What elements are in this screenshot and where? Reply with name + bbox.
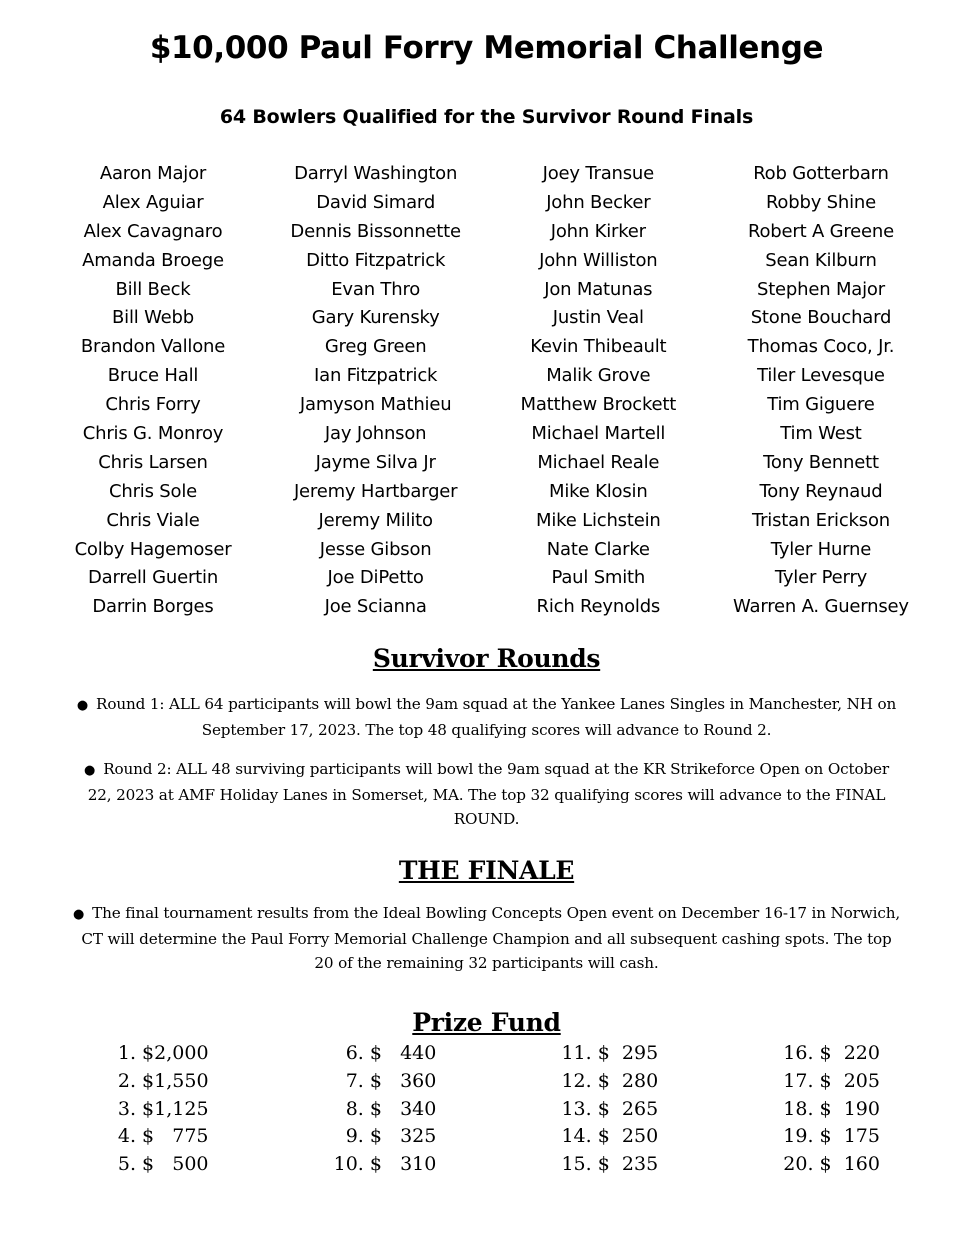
prize-row (100, 1123, 209, 1151)
prize-rank: 19. (783, 1125, 814, 1148)
bowler-name: Rob Gotterbarn (753, 163, 889, 184)
bowler-name: Stone Bouchard (750, 307, 892, 329)
prize-amount: $2,000 (142, 1042, 209, 1064)
bowler-name: Mike Lichstein (536, 509, 661, 531)
prize-row (779, 1123, 879, 1151)
bowler-name: Alex Cavagnaro (83, 220, 223, 242)
prize-row (100, 1096, 209, 1124)
bowler-name: Robby Shine (765, 191, 876, 213)
bowler-column-2 (265, 160, 487, 622)
prize-rank: 1. (117, 1042, 136, 1064)
finale-text-line-1: The final tournament results from the Ideal Bowling Concepts Open event on December 16-17 in Norwich, (92, 904, 901, 922)
prize-amount: $ 360 (369, 1069, 437, 1092)
bowler-name: Jon Matunas (544, 278, 653, 300)
prize-row (558, 1123, 658, 1151)
bowler-name: Evan Thro (331, 278, 421, 300)
bowler-name: Tyler Hurne (770, 538, 872, 560)
prize-column-2 (330, 1040, 437, 1179)
finale-text-line-3: 20 of the remaining 32 participants will cash. (314, 954, 659, 972)
prize-row (330, 1068, 437, 1096)
prize-rank: 17. (783, 1069, 814, 1092)
bowler-name: Justin Veal (552, 307, 644, 329)
prize-fund-table (100, 1040, 880, 1179)
prize-row (100, 1151, 209, 1179)
bowler-column-1 (42, 160, 264, 622)
prize-rank: 12. (561, 1069, 592, 1092)
bowler-name: Ian Fitzpatrick (314, 365, 438, 387)
bowler-name: Colby Hagemoser (74, 538, 232, 560)
bowler-name: Chris Forry (105, 394, 201, 416)
prize-rank: 16. (783, 1042, 814, 1064)
bowler-name: Nate Clarke (546, 538, 650, 560)
prize-amount: $1,550 (142, 1069, 209, 1092)
prize-rank: 3. (117, 1097, 136, 1120)
bowler-names-grid (42, 160, 932, 622)
bullet-icon: ● (76, 698, 89, 713)
bowler-name: Matthew Brockett (520, 394, 677, 416)
round-2-text-line-2: 22, 2023 at AMF Holiday Lanes in Somerset, MA. The top 32 qualifying scores will advance to the FINAL (87, 786, 886, 804)
prize-row (330, 1123, 437, 1151)
prize-rank: 14. (561, 1125, 592, 1148)
bowler-name: Tiler Levesque (757, 365, 885, 387)
round-2-text-line-1: Round 2: ALL 48 surviving participants will bowl the 9am squad at the KR Strikeforce Open on October (103, 760, 889, 778)
prize-rank: 13. (561, 1097, 592, 1120)
bowler-name: Robert A Greene (747, 220, 894, 242)
bowler-name: Aaron Major (99, 163, 207, 184)
prize-row (558, 1096, 658, 1124)
bowler-name: Chris G. Monroy (82, 423, 224, 445)
prize-rank: 8. (345, 1097, 364, 1120)
qualifiers-subtitle: 64 Bowlers Qualified for the Survivor Round Finals (219, 106, 754, 128)
bowler-column-3 (487, 160, 709, 622)
prize-rank: 20. (783, 1153, 814, 1176)
prize-row (779, 1068, 879, 1096)
round-1-text-line-1: Round 1: ALL 64 participants will bowl the 9am squad at the Yankee Lanes Singles in Manchester, NH on (96, 695, 897, 713)
prize-row (779, 1151, 879, 1179)
bowler-name: Tony Reynaud (759, 480, 883, 502)
bowler-name: Michael Martell (531, 423, 666, 445)
bowler-name: Bill Webb (112, 307, 194, 329)
bowler-name: Darrin Borges (92, 596, 214, 618)
finale-bullet (40, 901, 933, 975)
bowler-name: Sean Kilburn (765, 249, 877, 271)
bowler-name: Jay Johnson (324, 423, 427, 445)
prize-amount: $ 295 (597, 1042, 659, 1064)
bowler-name: Chris Sole (109, 480, 197, 502)
prize-amount: $ 500 (142, 1153, 209, 1176)
prize-rank: 18. (783, 1097, 814, 1120)
round-1-bullet (40, 692, 933, 742)
bowler-name: Bruce Hall (107, 365, 199, 387)
round-2-bullet (40, 757, 933, 831)
bowler-name: Warren A. Guernsey (733, 596, 909, 618)
bowler-name: Jeremy Hartbarger (293, 480, 458, 502)
bowler-name: Jayme Silva Jr (315, 451, 436, 473)
prize-rank: 7. (345, 1069, 364, 1092)
prize-amount: $ 235 (597, 1153, 659, 1176)
prize-row (330, 1096, 437, 1124)
prize-row (558, 1040, 658, 1068)
bowler-name: Jamyson Mathieu (299, 394, 452, 416)
bowler-name: Amanda Broege (82, 249, 224, 271)
bowler-name: Kevin Thibeault (530, 336, 667, 358)
prize-amount: $ 265 (597, 1097, 659, 1120)
prize-column-1 (100, 1040, 209, 1179)
prize-amount: $ 280 (597, 1069, 659, 1092)
bowler-name: Stephen Major (756, 278, 885, 300)
bowler-name: Bill Beck (115, 278, 191, 300)
bowler-name: Darryl Washington (294, 163, 458, 184)
bowler-name: Thomas Coco, Jr. (747, 336, 895, 358)
prize-column-4 (779, 1040, 879, 1179)
bowler-name: Mike Klosin (549, 480, 648, 502)
prize-amount: $ 220 (819, 1042, 880, 1064)
bowler-name: Chris Viale (106, 509, 200, 531)
prize-rank: 5. (117, 1153, 136, 1176)
bowler-name: Joe Scianna (324, 596, 427, 618)
finale-text-line-2: CT will determine the Paul Forry Memorial Challenge Champion and all subsequent cashing spots. The top (81, 930, 892, 948)
bowler-name: John Kirker (550, 220, 646, 242)
prize-row (100, 1040, 209, 1068)
bullet-icon: ● (72, 907, 85, 922)
document-title: $10,000 Paul Forry Memorial Challenge (149, 30, 824, 66)
prize-row (100, 1068, 209, 1096)
prize-row (779, 1040, 879, 1068)
prize-amount: $ 310 (369, 1153, 437, 1176)
prize-row (330, 1040, 437, 1068)
prize-amount: $ 440 (369, 1042, 437, 1064)
prize-amount: $ 340 (369, 1097, 437, 1120)
survivor-rounds-heading: Survivor Rounds (372, 644, 601, 673)
round-1-text-line-2: September 17, 2023. The top 48 qualifying scores will advance to Round 2. (201, 721, 772, 739)
bowler-name: John Williston (539, 249, 658, 271)
bowler-name: Alex Aguiar (102, 191, 204, 213)
prize-rank: 15. (561, 1153, 592, 1176)
round-2-text-line-3: ROUND. (453, 810, 520, 828)
bowler-name: Rich Reynolds (536, 596, 661, 618)
prize-rank: 10. (333, 1153, 364, 1176)
bowler-name: David Simard (316, 191, 436, 213)
prize-rank: 4. (117, 1125, 136, 1148)
bowler-name: Gary Kurensky (311, 307, 440, 329)
bowler-name: Tony Bennett (763, 451, 879, 473)
prize-row (558, 1151, 658, 1179)
prize-amount: $ 775 (142, 1125, 209, 1148)
bowler-name: Joe DiPetto (327, 567, 424, 589)
prize-column-3 (558, 1040, 658, 1179)
prize-row (330, 1151, 437, 1179)
bowler-name: Greg Green (324, 336, 427, 358)
bowler-name: Michael Reale (537, 451, 660, 473)
prize-rank: 9. (345, 1125, 364, 1148)
prize-row (779, 1096, 879, 1124)
bowler-name: Paul Smith (551, 567, 646, 589)
bowler-name: Dennis Bissonnette (290, 220, 461, 242)
prize-amount: $ 250 (597, 1125, 659, 1148)
bowler-name: Chris Larsen (98, 451, 208, 473)
bowler-name: Jeremy Milito (318, 509, 433, 531)
prize-amount: $1,125 (142, 1097, 209, 1120)
bowler-column-4 (710, 160, 932, 622)
bowler-name: Tyler Perry (774, 567, 868, 589)
bowler-name: Jesse Gibson (319, 538, 432, 560)
prize-fund-heading: Prize Fund (412, 1008, 561, 1037)
prize-amount: $ 205 (819, 1069, 880, 1092)
bullet-icon: ● (84, 763, 96, 778)
prize-rank: 6. (345, 1042, 364, 1064)
bowler-name: Ditto Fitzpatrick (306, 249, 446, 271)
prize-row (558, 1068, 658, 1096)
prize-amount: $ 190 (819, 1097, 880, 1120)
bowler-name: John Becker (546, 191, 651, 213)
bowler-name: Tim West (780, 423, 862, 445)
bowler-name: Tim Giguere (767, 394, 875, 416)
prize-amount: $ 175 (819, 1125, 880, 1148)
prize-rank: 2. (117, 1069, 136, 1092)
finale-heading: THE FINALE (398, 856, 575, 885)
prize-amount: $ 325 (369, 1125, 437, 1148)
bowler-name: Brandon Vallone (80, 336, 226, 358)
bowler-name: Malik Grove (546, 365, 651, 387)
bowler-name: Tristan Erickson (751, 509, 890, 531)
bowler-name: Joey Transue (542, 163, 655, 184)
prize-rank: 11. (561, 1042, 592, 1064)
prize-amount: $ 160 (819, 1153, 880, 1176)
bowler-name: Darrell Guertin (87, 567, 219, 589)
